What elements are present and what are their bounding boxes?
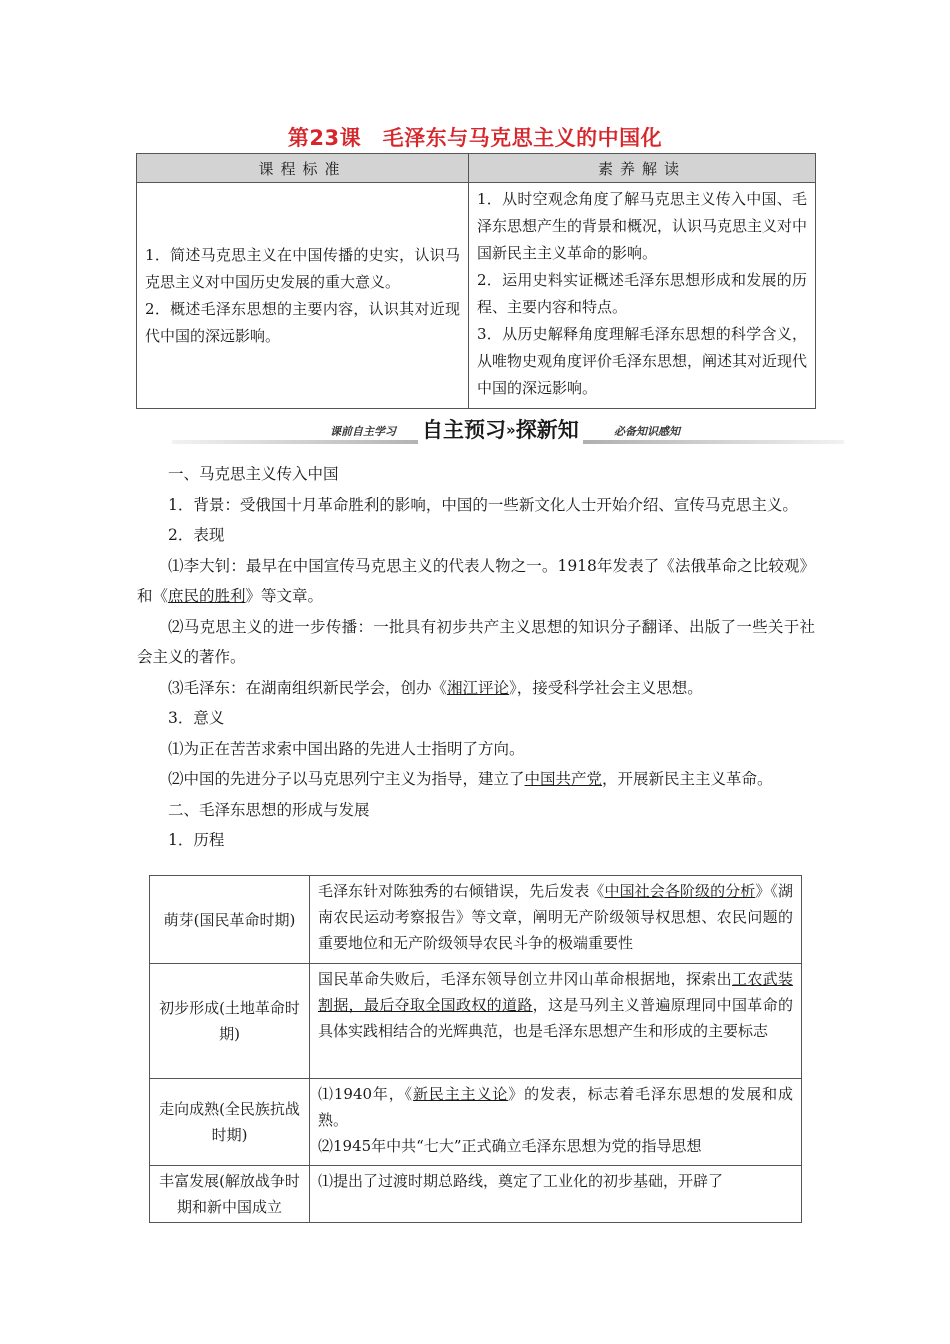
- subheading: 3．意义: [168, 709, 225, 727]
- subheading: 2．表现: [168, 526, 225, 544]
- header-course-standard: 课程标准: [137, 154, 469, 183]
- description-cell: [310, 876, 802, 964]
- paragraph: 1．背景：受俄国十月革命胜利的影响，中国的一些新文化人士开始介绍、宣传马克思主义。: [168, 495, 798, 514]
- text-run: ，这是马列主义普遍原理同中国革命的具体实践相结合的光辉典范，也是毛泽东思想产生和形成的主要标志: [318, 996, 793, 1040]
- table-row: [150, 964, 802, 1079]
- paragraph: [137, 764, 815, 795]
- text-run: 毛泽东针对陈独秀的右倾错误，先后发表《: [318, 882, 605, 900]
- underlined-answer: 新民主主义论: [413, 1085, 509, 1103]
- paragraph: ⑵马克思主义的进一步传播：一批具有初步共产主义思想的知识分子翻译、出版了一些关于社会主义的著作。: [137, 617, 815, 666]
- underlined-answer: 工农武装割据，最后夺取全国政权的道路: [318, 970, 793, 1014]
- subheading: 1．历程: [168, 831, 225, 849]
- page-title: 第23课 毛泽东与马克思主义的中国化: [287, 126, 663, 150]
- text-run: 国民革命失败后，毛泽东领导创立井冈山革命根据地，探索出: [318, 970, 732, 988]
- text-run: 》等文章。: [245, 587, 324, 605]
- paragraph: ⑴为正在苦苦求索中国出路的先进人士指明了方向。: [168, 739, 525, 758]
- underlined-answer: 中国社会各阶级的分析: [604, 882, 756, 900]
- underlined-answer: 湘江评论: [447, 678, 510, 697]
- stage-cell: 萌芽(国民革命时期): [150, 876, 310, 964]
- text-run: ⑴1940年，《: [318, 1085, 414, 1103]
- header-literacy-interpretation: 素养解读: [469, 154, 816, 183]
- standard-item: 2．概述毛泽东思想的主要内容，认识其对近现代中国的深远影响。: [145, 299, 460, 345]
- section-heading: 一、马克思主义传入中国: [168, 465, 339, 483]
- underlined-answer: 中国共产党: [524, 770, 603, 788]
- paragraph: [137, 673, 815, 704]
- text-run: ⑵中国的先进分子以马克思列宁主义为指导，建立了: [168, 770, 525, 788]
- banner-right-label: 必备知识感知: [614, 425, 680, 438]
- text-run: 》《湖南农民运动考察报告》等文章，阐明无产阶级领导权思想、农民问题的重要地位和无产阶级领导农民斗争的极端重要性: [318, 882, 793, 952]
- table-row: [137, 183, 816, 409]
- interpretation-cell: [469, 183, 816, 409]
- table-header-row: [137, 154, 816, 183]
- stage-cell: 走向成熟(全民族抗战时期): [150, 1079, 310, 1166]
- curriculum-standards-table: [136, 153, 816, 409]
- description-cell: [310, 1079, 802, 1166]
- underlined-answer: 庶民的胜利: [168, 587, 246, 605]
- paragraph: [137, 551, 815, 612]
- table-row: [150, 876, 802, 964]
- stage-cell: 丰富发展(解放战争时期和新中国成立: [150, 1166, 310, 1223]
- table-row: [150, 1079, 802, 1166]
- main-content: [137, 459, 815, 856]
- text-line: ⑵1945年中共“七大”正式确立毛泽东思想为党的指导思想: [318, 1137, 702, 1155]
- section-banner: [172, 414, 844, 450]
- chevron-right-icon: »: [506, 421, 516, 439]
- description-cell: ⑴提出了过渡时期总路线，奠定了工业化的初步基础，开辟了: [310, 1166, 802, 1223]
- text-run: 》的发表，标志着毛泽东思想的发展和成熟。: [318, 1085, 793, 1129]
- interpretation-item: 2．运用史料实证概述毛泽东思想形成和发展的历程、主要内容和特点。: [477, 271, 807, 316]
- standard-item: 1．简述马克思主义在中国传播的史实，认识马克思主义对中国历史发展的重大意义。: [145, 245, 460, 291]
- text-run: ，开展新民主主义革命。: [602, 770, 773, 788]
- banner-left-label: 课前自主学习: [330, 425, 396, 438]
- interpretation-item: 3．从历史解释角度理解毛泽东思想的科学含义，从唯物史观角度评价毛泽东思想，阐述其对近现代中国的深远影响。: [477, 325, 808, 397]
- text-line: [318, 1081, 793, 1133]
- banner-main-title: [418, 414, 583, 444]
- table-row: [150, 1166, 802, 1223]
- stage-cell: 初步形成(土地革命时期): [150, 964, 310, 1079]
- banner-main-b: 探新知: [515, 418, 579, 442]
- development-history-table: [149, 875, 802, 1223]
- interpretation-item: 1．从时空观念角度了解马克思主义传入中国、毛泽东思想产生的背景和概况，认识马克思主义对中国新民主主义革命的影响。: [477, 190, 808, 262]
- text-run: ⑶毛泽东：在湖南组织新民学会，创办《: [168, 678, 448, 697]
- description-cell: [310, 964, 802, 1079]
- text-run: ⑴李大钊：最早在中国宣传马克思主义的代表人物之一。1918年发表了《法俄革命之比较观》和《: [137, 556, 815, 605]
- section-heading: 二、毛泽东思想的形成与发展: [168, 800, 370, 819]
- text-run: 》，接受科学社会主义思想。: [509, 678, 703, 697]
- banner-main-a: 自主预习: [422, 418, 506, 442]
- standards-cell: [137, 183, 469, 409]
